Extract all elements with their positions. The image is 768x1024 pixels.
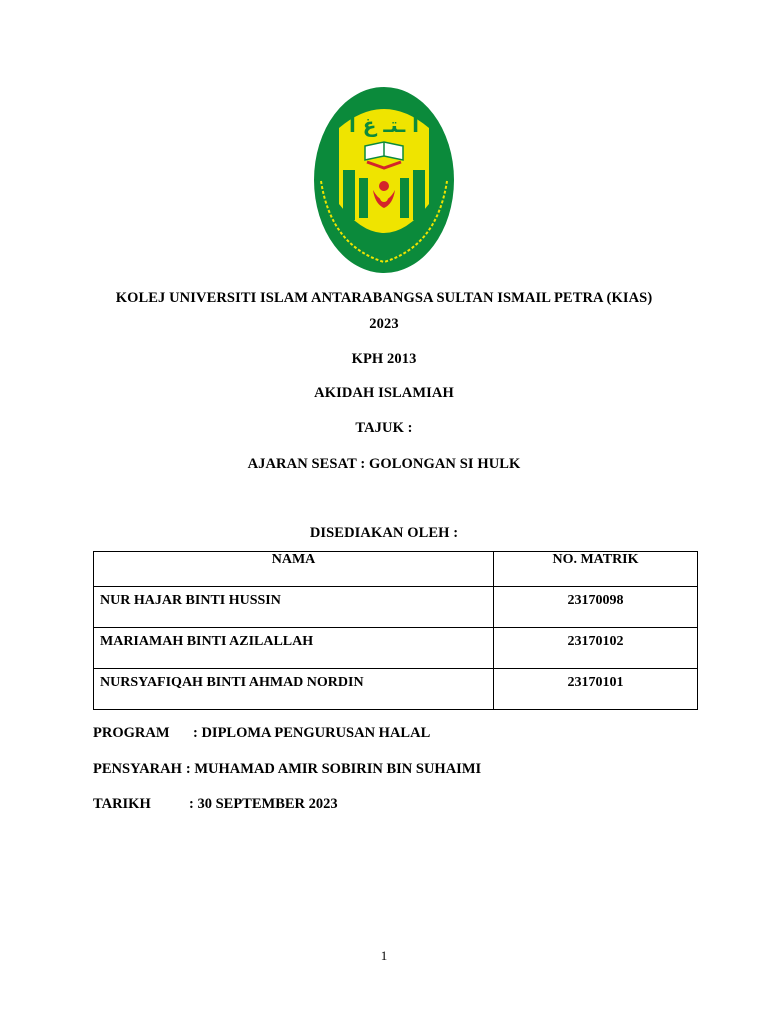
member-matric: 23170101 [494,669,698,710]
pensyarah-label: PENSYARAH [93,761,182,777]
prepared-by-heading: DISEDIAKAN OLEH : [309,525,459,541]
column-header-matric: NO. MATRIK [494,552,698,587]
institution-name: KOLEJ UNIVERSITI ISLAM ANTARABANGSA SULTAN ISMAIL PETRA (KIAS) [115,290,653,306]
course-name: AKIDAH ISLAMIAH [314,385,454,401]
member-matric: 23170098 [494,587,698,628]
table-row [94,669,698,710]
pensyarah-value: : MUHAMAD AMIR SOBIRIN BIN SUHAIMI [185,761,482,777]
member-name: NURSYAFIQAH BINTI AHMAD NORDIN [94,669,494,710]
tarikh-value: : 30 SEPTEMBER 2023 [189,796,338,812]
program-line [93,725,430,742]
tajuk-title: AJARAN SESAT : GOLONGAN SI HULK [247,456,521,472]
program-value: : DIPLOMA PENGURUSAN HALAL [193,725,431,741]
member-name: NUR HAJAR BINTI HUSSIN [94,587,494,628]
member-matric: 23170102 [494,628,698,669]
tarikh-line [93,796,338,813]
table-header-row [94,552,698,587]
pensyarah-line [93,761,481,778]
column-header-name: NAMA [94,552,494,587]
tajuk-label: TAJUK : [355,420,413,436]
members-table [93,551,698,710]
program-label: PROGRAM [93,725,170,741]
table-row [94,587,698,628]
page-number: 1 [380,948,388,963]
year: 2023 [369,316,399,332]
tarikh-label: TARIKH [93,796,151,812]
kias-logo [313,86,455,274]
course-code: KPH 2013 [351,351,417,367]
table-row [94,628,698,669]
svg-text:أ ـتـ غ ا: أ ـتـ غ ا [348,113,420,137]
member-name: MARIAMAH BINTI AZILALLAH [94,628,494,669]
